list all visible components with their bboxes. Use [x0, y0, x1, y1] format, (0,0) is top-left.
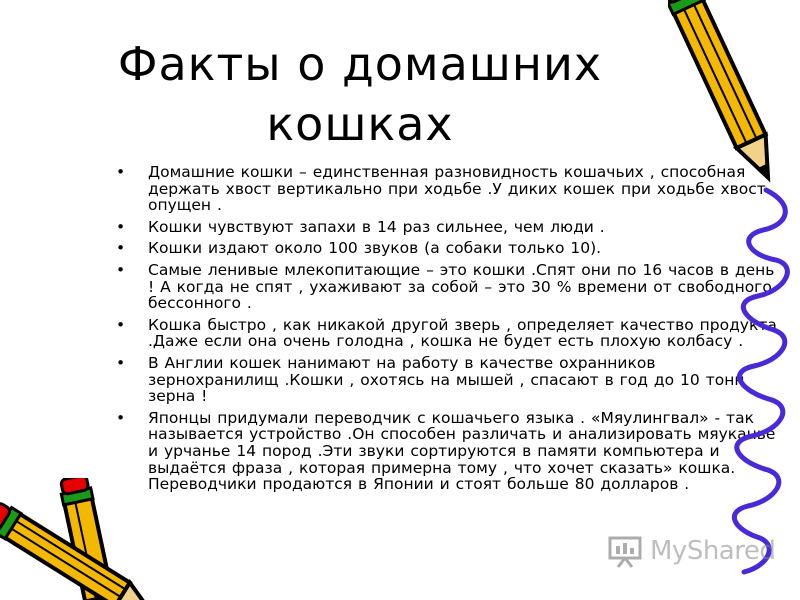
- fact-item: • Домашние кошки – единственная разновидность кошачьих , способная держать хвост вертикально при ходьбе .У диких кошек при ходьбе хвост опущен .: [112, 164, 777, 214]
- fact-item: • Кошка быстро , как никакой другой зверь , определяет качество продукта .Даже если она очень голодна , кошка не будет есть плохую колбасу .: [112, 317, 777, 350]
- watermark-logo: [606, 532, 776, 572]
- fact-item: • Японцы придумали переводчик с кошачьего языка . «Мяулингвал» - так называется устройство .Он способен различать и анализировать мяуканье и урчанье 14 пород .Эти звуки сортируются в памяти компьютера и выдаётся фраза , которая примерна тому , что хочет сказать» кошка. Переводчики продаются в Японии и стоят больше 80 долларов .: [112, 410, 777, 493]
- fact-item: • Кошки чувствуют запахи в 14 раз сильнее, чем люди .: [112, 219, 777, 236]
- fact-item: • Кошки издают около 100 звуков (а собаки только 10).: [112, 240, 777, 257]
- presentation-board-icon: [606, 532, 646, 568]
- fact-item: • Самые ленивые млекопитающие – это кошки .Спят они по 16 часов в день ! А когда не спят , ухаживают за собой – это 30 % времени от свободного бессонного .: [112, 262, 777, 312]
- pencils-icon: [0, 478, 190, 600]
- fact-item: • В Англии кошек нанимают на работу в качестве охранников зернохранилищ .Кошки , охотясь на мышей , спасают в год до 10 тонн зерна !: [112, 355, 777, 405]
- watermark-text: MyShared: [650, 536, 776, 566]
- slide-title: Факты о домашних кошках: [117, 37, 603, 151]
- pencil-spiral-icon: [668, 0, 800, 600]
